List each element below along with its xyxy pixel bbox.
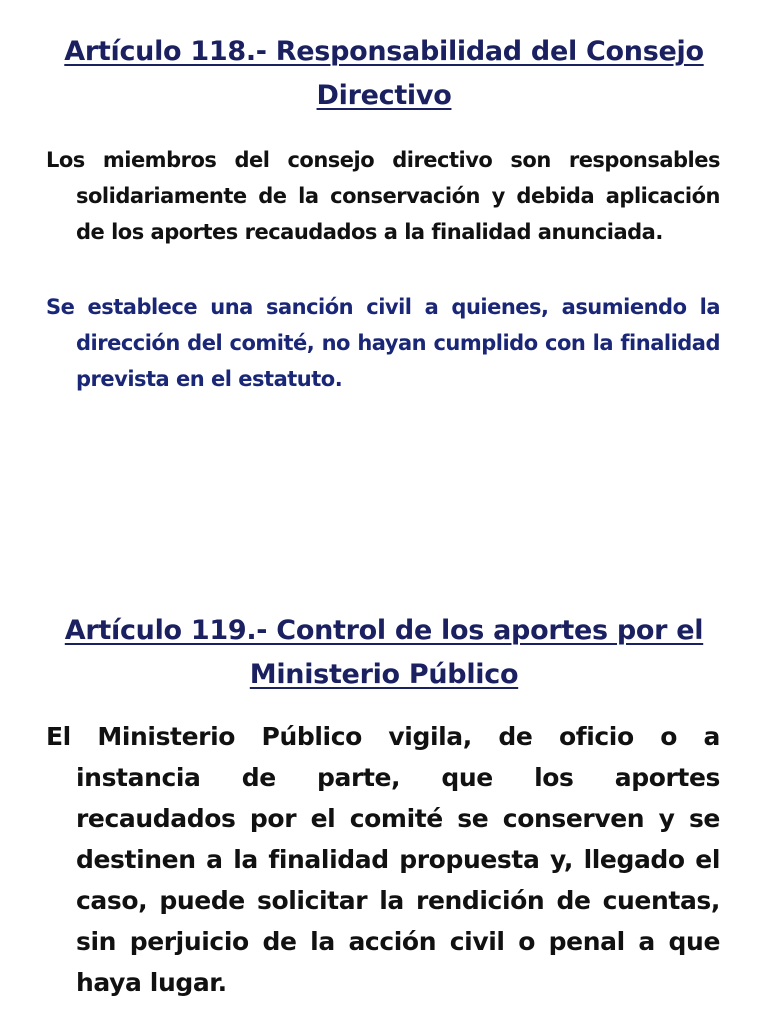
article-119-title-line-2: Ministerio Público [249, 659, 519, 690]
slide-article-119 [0, 512, 768, 1024]
article-118-title-line-1: Artículo 118.- Responsabilidad del Consejo [64, 36, 704, 67]
article-119-paragraph-control: El Ministerio Público vigila, de oficio o a instancia de parte, que los aportes recaudados por el comité se conserven y se destinen a la finalidad propuesta y, llegado el caso, puede solicitar la rendición de cuentas, sin perjuicio de la acción civil o penal a que haya lugar. [46, 722, 720, 997]
article-118-title-line-2: Directivo [316, 80, 452, 111]
article-118-paragraph-responsibility: Los miembros del consejo directivo son responsables solidariamente de la conservación y debida aplicación de los aportes recaudados a la finalidad anunciada. [46, 148, 720, 244]
article-118-title [30, 30, 738, 118]
article-118-paragraph-sanction: Se establece una sanción civil a quienes, asumiendo la dirección del comité, no hayan cumplido con la finalidad prevista en el estatuto. [46, 295, 720, 391]
article-119-title-line-1: Artículo 119.- Control de los aportes por el [64, 615, 704, 646]
article-119-title [30, 609, 738, 697]
